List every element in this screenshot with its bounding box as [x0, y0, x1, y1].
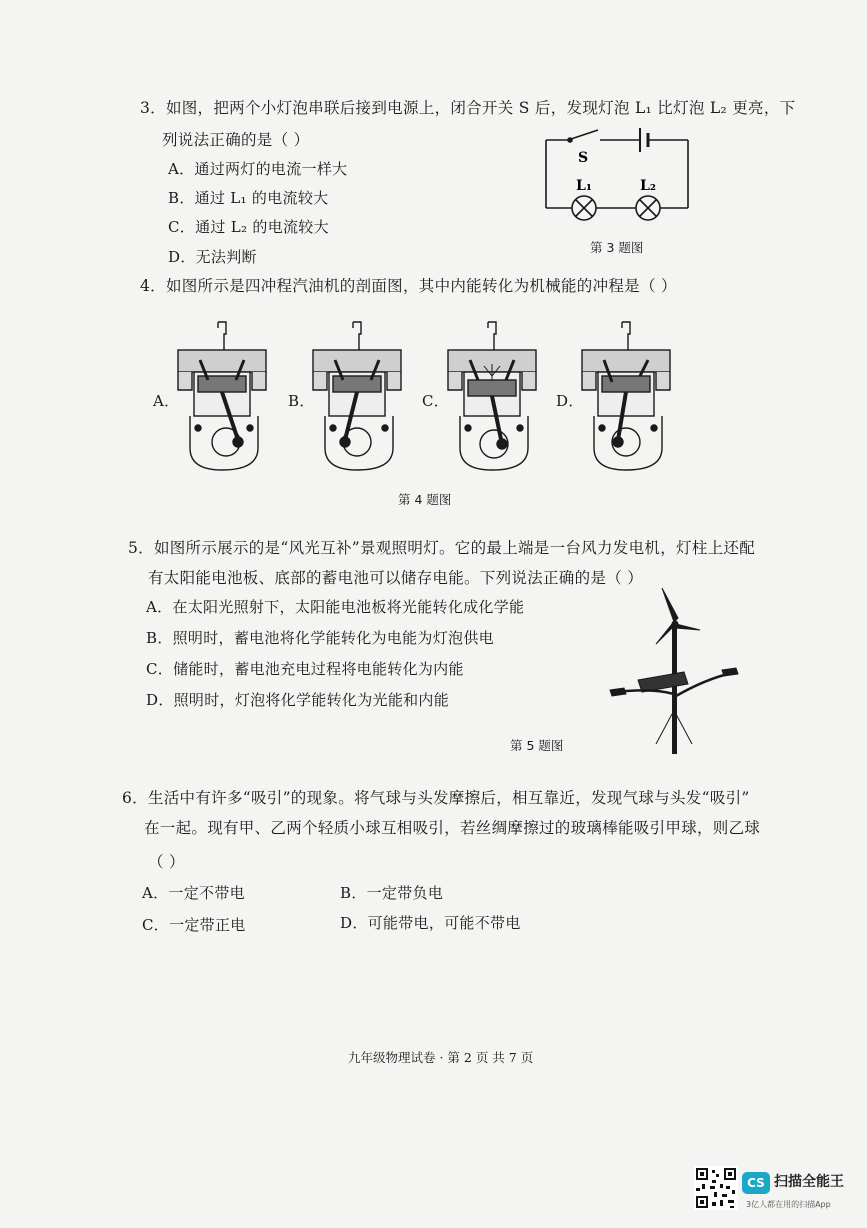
- q4-choice-d: D．: [556, 392, 584, 410]
- q3-stem-line1: 3．如图，把两个小灯泡串联后接到电源上，闭合开关 S 后，发现灯泡 L₁ 比灯泡 L₂ 更亮，下: [140, 99, 796, 117]
- q3-option-c: C．通过 L₂ 的电流较大: [168, 218, 329, 236]
- q4-caption: 第 4 题图: [398, 492, 452, 507]
- q5-option-d: D．照明时，灯泡将化学能转化为光能和内能: [146, 691, 450, 709]
- q5-option-b: B．照明时，蓄电池将化学能转化为电能为灯泡供电: [146, 629, 494, 647]
- q5-option-a: A．在太阳光照射下，太阳能电池板将光能转化成化学能: [146, 598, 525, 616]
- scanner-tagline: 3亿人都在用的扫描App: [746, 1200, 831, 1209]
- engine-figure-a: [174, 320, 274, 480]
- q6-stem-line3: （ ）: [148, 853, 185, 871]
- q3-option-b: B．通过 L₁ 的电流较大: [168, 189, 329, 207]
- engine-figure-b: [309, 320, 409, 480]
- engine-figure-d: [578, 320, 678, 480]
- q3-option-d: D．无法判断: [168, 248, 257, 266]
- q3-option-a: A．通过两灯的电流一样大: [168, 160, 348, 178]
- q5-stem-line1: 5．如图所示展示的是“风光互补”景观照明灯。它的最上端是一台风力发电机，灯柱上还配: [128, 539, 756, 557]
- q4-stem: 4．如图所示是四冲程汽油机的剖面图，其中内能转化为机械能的冲程是（ ）: [140, 277, 677, 295]
- q4-choice-c: C．: [422, 392, 450, 410]
- page-footer: 九年级物理试卷 · 第 2 页 共 7 页: [348, 1050, 534, 1065]
- q6-option-c: C．一定带正电: [142, 916, 246, 934]
- q6-option-b: B．一定带负电: [340, 884, 444, 902]
- q3-circuit-diagram: [538, 118, 698, 230]
- q3-stem-line2: 列说法正确的是（ ）: [162, 131, 310, 149]
- q3-caption: 第 3 题图: [590, 240, 644, 255]
- q3-bulb2-label: L₂: [640, 178, 656, 194]
- q4-choice-a: A．: [153, 392, 180, 410]
- q6-option-a: A．一定不带电: [142, 884, 245, 902]
- engine-figure-c: [444, 320, 544, 480]
- camscanner-badge-icon: CS: [742, 1172, 770, 1194]
- q3-bulb1-label: L₁: [576, 178, 592, 194]
- qr-code-icon: [694, 1166, 738, 1210]
- q6-stem-line2: 在一起。现有甲、乙两个轻质小球互相吸引，若丝绸摩擦过的玻璃棒能吸引甲球，则乙球: [144, 819, 761, 837]
- q5-caption: 第 5 题图: [510, 738, 564, 753]
- wind-solar-streetlight-photo: [604, 584, 754, 756]
- q3-switch-label: S: [578, 150, 589, 166]
- scanner-brand-name: 扫描全能王: [774, 1174, 844, 1190]
- q5-stem-line2: 有太阳能电池板、底部的蓄电池可以储存电能。下列说法正确的是（ ）: [148, 569, 644, 587]
- q4-choice-b: B．: [288, 392, 315, 410]
- q5-option-c: C．储能时，蓄电池充电过程将电能转化为内能: [146, 660, 464, 678]
- q6-stem-line1: 6．生活中有许多“吸引”的现象。将气球与头发摩擦后，相互靠近，发现气球与头发“吸引”: [122, 789, 750, 807]
- q6-option-d: D．可能带电，可能不带电: [340, 914, 521, 932]
